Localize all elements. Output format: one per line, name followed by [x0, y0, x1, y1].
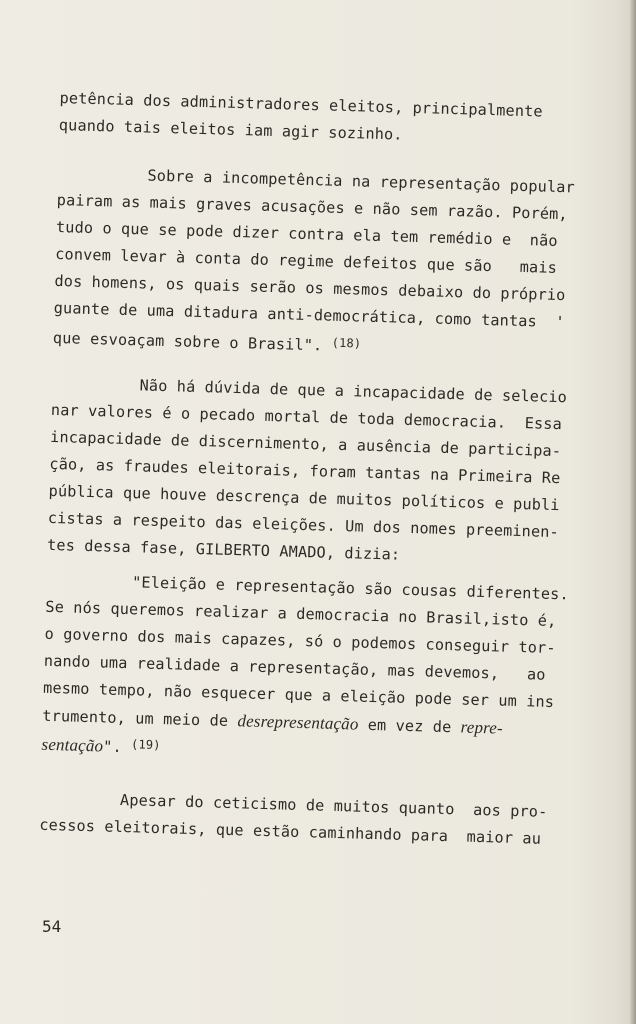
italic-term: sentação: [41, 734, 104, 756]
line-text: trumento, um meio de: [42, 706, 229, 730]
line-text: que esvoaçam sobre o Brasil".: [52, 328, 323, 355]
text-line: dos homens, os quais serão os mesmos debaixo do próprio: [54, 271, 566, 305]
quote-line: Se nós queremos realizar a democracia no Brasil,isto é,: [45, 597, 557, 631]
footnote-ref: (19): [130, 737, 161, 753]
page-text-block: [39, 85, 620, 854]
text-line: quando tais eleitos iam agir sozinho.: [58, 115, 403, 144]
text-line: nar valores é o pecado mortal de toda democracia. Essa: [50, 400, 563, 434]
page-spine-edge: [630, 0, 636, 1024]
line-text: ".: [102, 737, 123, 756]
text-line: petência dos administradores eleitos, principalmente: [59, 88, 543, 121]
quote-line: mesmo tempo, não esquecer que a eleição pode ser um ins: [42, 678, 555, 712]
text-line: Apesar do ceticismo de muitos quanto aos pro-: [119, 790, 548, 821]
text-line: cessos eleitorais, que estão caminhando para maior au: [39, 815, 542, 848]
text-line: Não há dúvida de que a incapacidade de selecio: [139, 376, 568, 407]
text-line: pairam as mais graves acusações e não sem razão. Porém,: [56, 190, 568, 224]
text-line: guante de uma ditadura anti-democrática, como tantas ': [53, 298, 565, 332]
text-line: convem levar à conta do regime defeitos que são mais: [55, 244, 558, 277]
text-line: pública que houve descrença de muitos políticos e publi: [48, 481, 560, 515]
page-number: 54: [42, 917, 62, 936]
quote-line: o governo dos mais capazes, só o podemos conseguir tor-: [44, 624, 556, 658]
text-line: incapacidade de discernimento, a ausência de participa-: [49, 427, 562, 461]
text-line: Sobre a incompetência na representação popular: [147, 166, 576, 197]
footnote-ref: (18): [331, 335, 362, 351]
quote-line: nando uma realidade a representação, mas devemos, ao: [43, 651, 546, 684]
italic-term: repre-: [460, 717, 504, 738]
text-line: ção, as fraudes eleitorais, foram tantas na Primeira Re: [49, 454, 561, 488]
text-line: cistas a respeito das eleições. Um dos nomes preeminen-: [47, 508, 560, 542]
line-text: em vez de: [358, 715, 461, 737]
text-line: tes dessa fase, GILBERTO AMADO, dizia:: [46, 535, 401, 564]
italic-term: desrepresentação: [237, 711, 359, 734]
text-line: tudo o que se pode dizer contra ela tem remédio e não: [55, 217, 558, 250]
quote-line: "Eleição e representação são cousas diferentes.: [131, 573, 570, 604]
